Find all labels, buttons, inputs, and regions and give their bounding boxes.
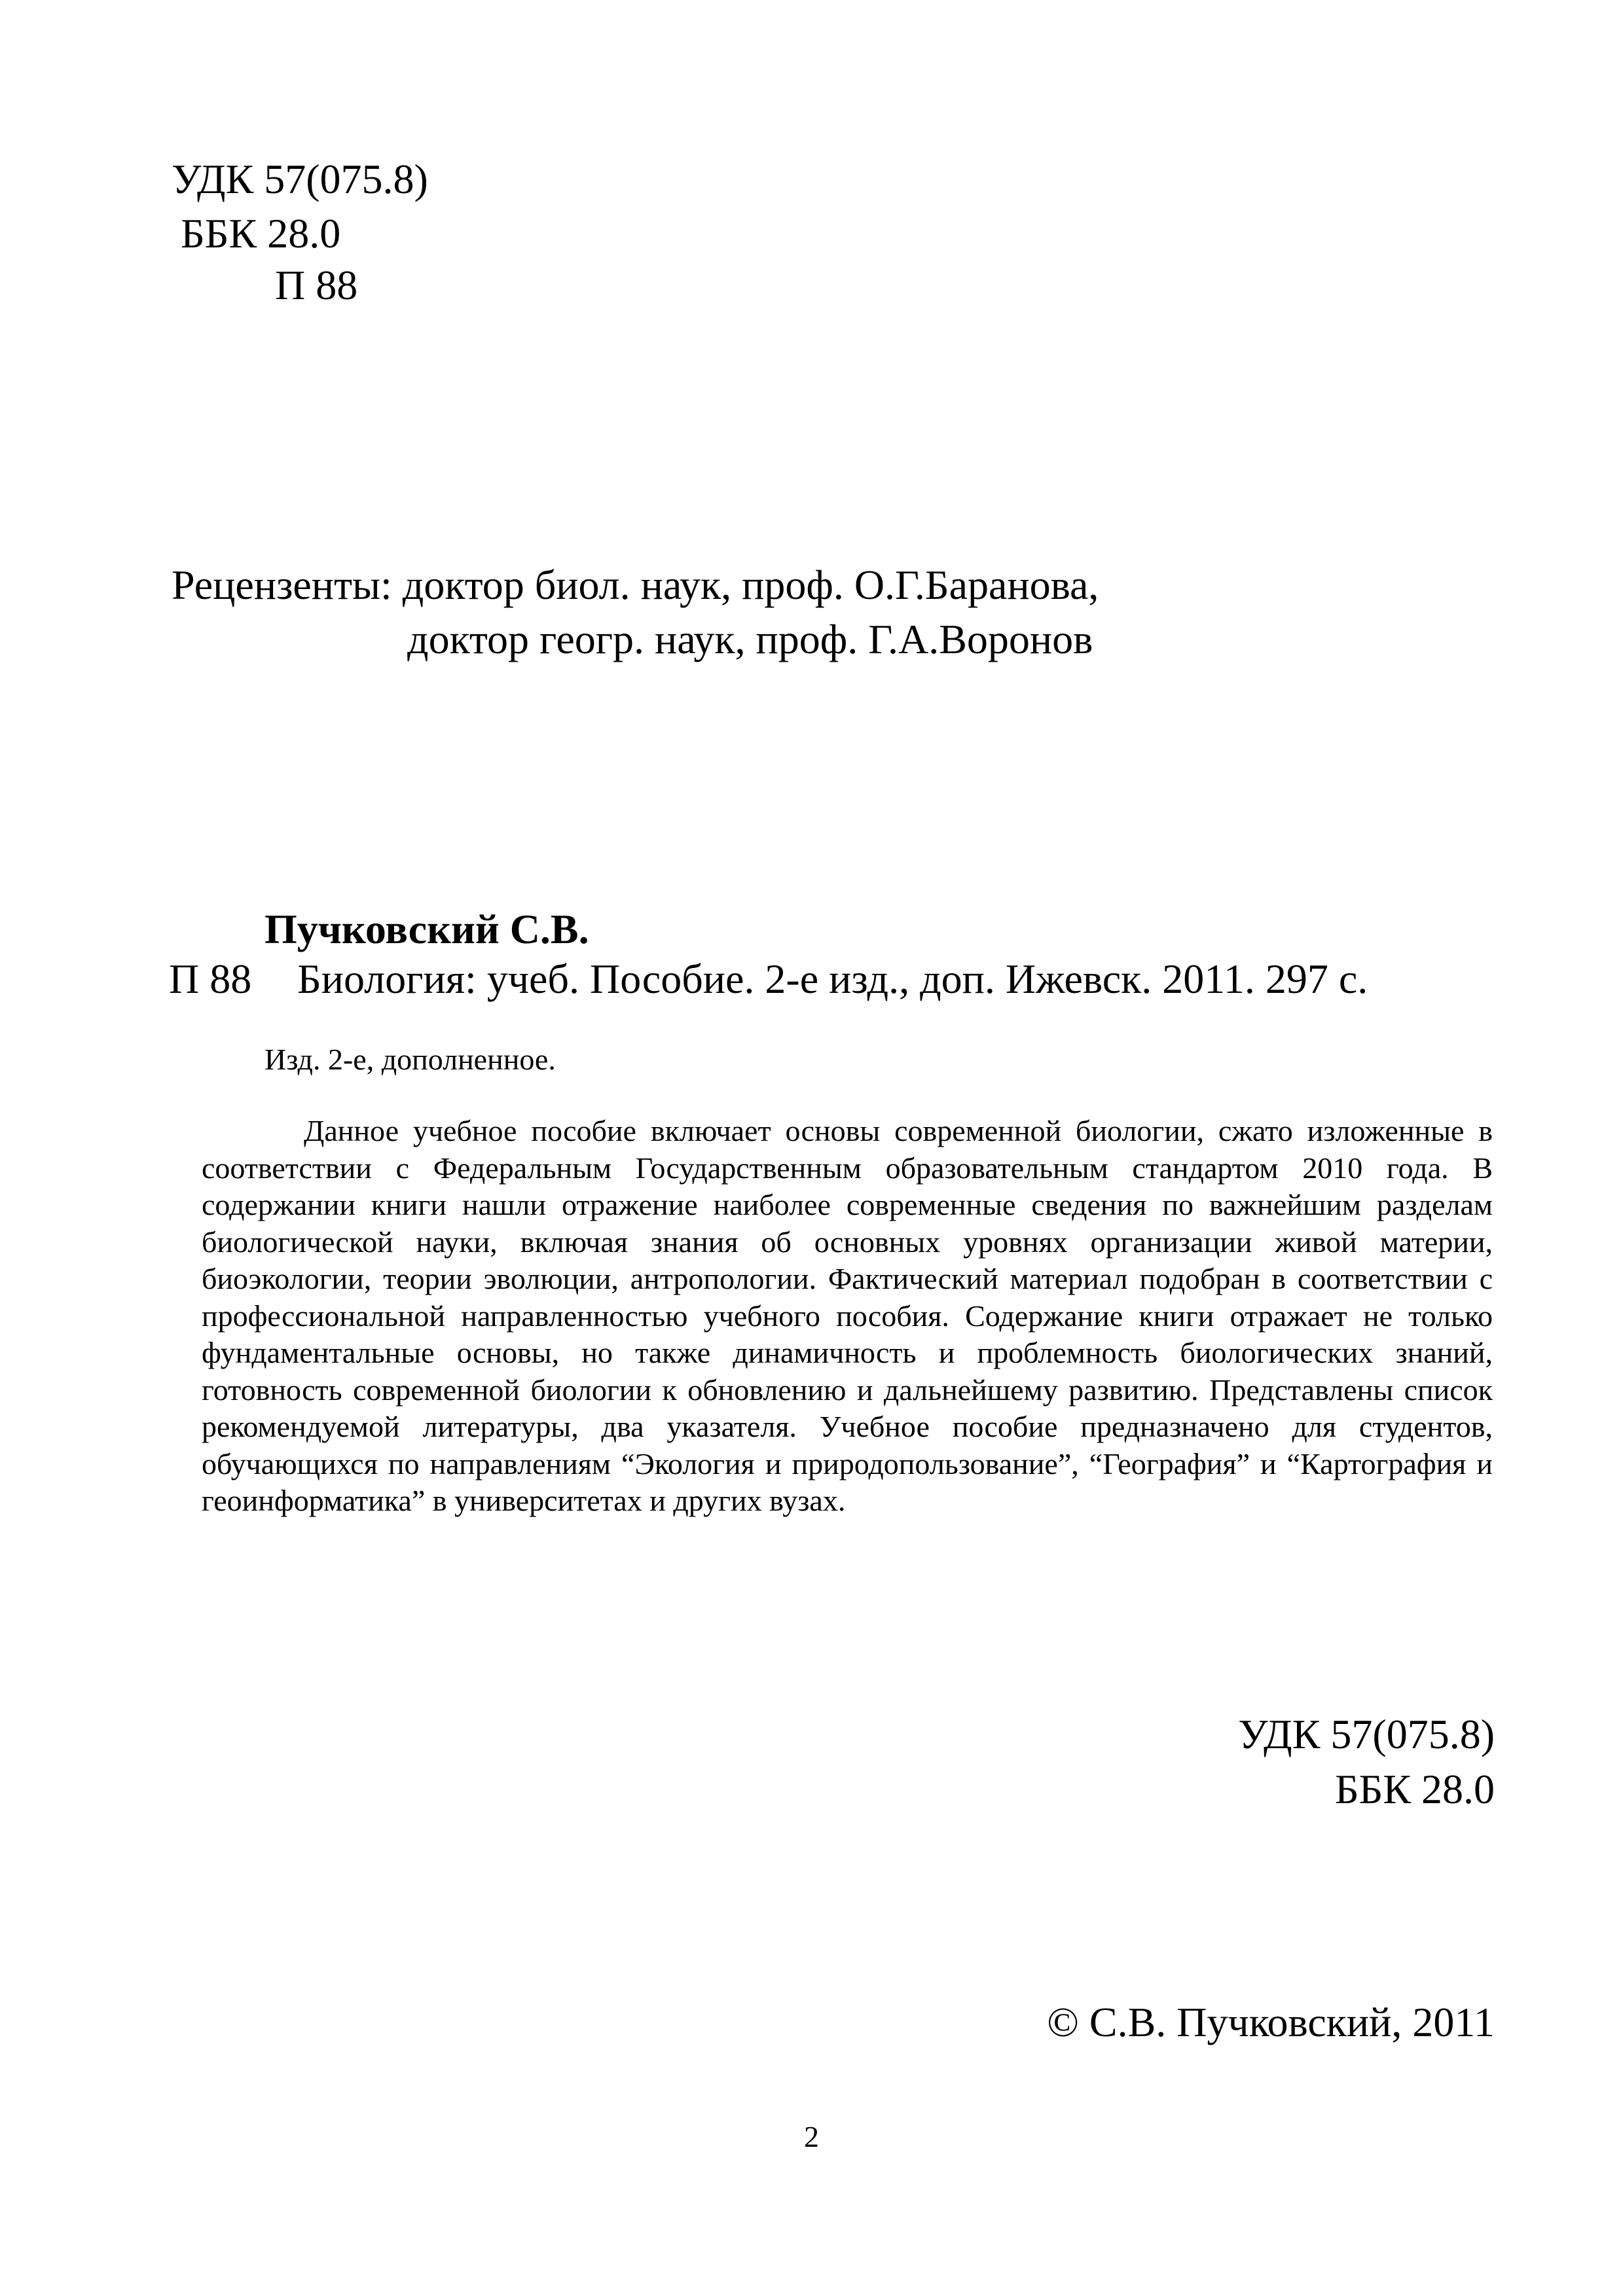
copyright-line: © С.В. Пучковский, 2011 — [1047, 1999, 1495, 2045]
bbk-code-bottom: ББК 28.0 — [1334, 1766, 1495, 1812]
udk-code-bottom: УДК 57(075.8) — [1238, 1711, 1495, 1757]
edition-note: Изд. 2-е, дополненное. — [264, 1043, 556, 1076]
abstract-paragraph: Данное учебное пособие включает основы современной биологии, сжато изложенные в соответствии с Федеральным Государственным образовательным стандартом 2010 года. В содержании книги нашли отражение наиболее современные сведения по важнейшим разделам биологической науки, включая знания об основных уровнях организации живой материи, биоэкологии, теории эволюции, антропологии. Фактический материал подобран в соответствии с профессиональной направленностью учебного пособия. Содержание книги отражает не только фундаментальные основы, но также динамичность и проблемность биологических знаний, готовность современной биологии к обновлению и дальнейшему развитию. Представлены список рекомендуемой литературы, два указателя. Учебное пособие предназначено для студентов, обучающихся по направлениям “Экология и природопользование”, “География” и “Картография и геоинформатика” в университетах и других вузах. — [202, 1114, 1493, 1517]
reviewers-line-2: доктор геогр. наук, проф. Г.А.Воронов — [407, 616, 1093, 662]
catalog-entry — [169, 952, 1368, 1007]
author-name: Пучковский С.В. — [264, 906, 589, 952]
udk-code-top: УДК 57(075.8) — [172, 156, 428, 202]
reviewers-line-1: Рецензенты: доктор биол. наук, проф. О.Г.Баранова, — [172, 562, 1099, 608]
page-number: 2 — [804, 2120, 819, 2153]
catalog-entry-title: Биология: учеб. Пособие. 2-е изд., доп. Ижевск. 2011. 297 с. — [297, 956, 1368, 1002]
catalog-entry-code: П 88 — [169, 956, 252, 1002]
bbk-code-top: ББК 28.0 — [181, 210, 341, 257]
author-mark-top: П 88 — [275, 262, 358, 308]
